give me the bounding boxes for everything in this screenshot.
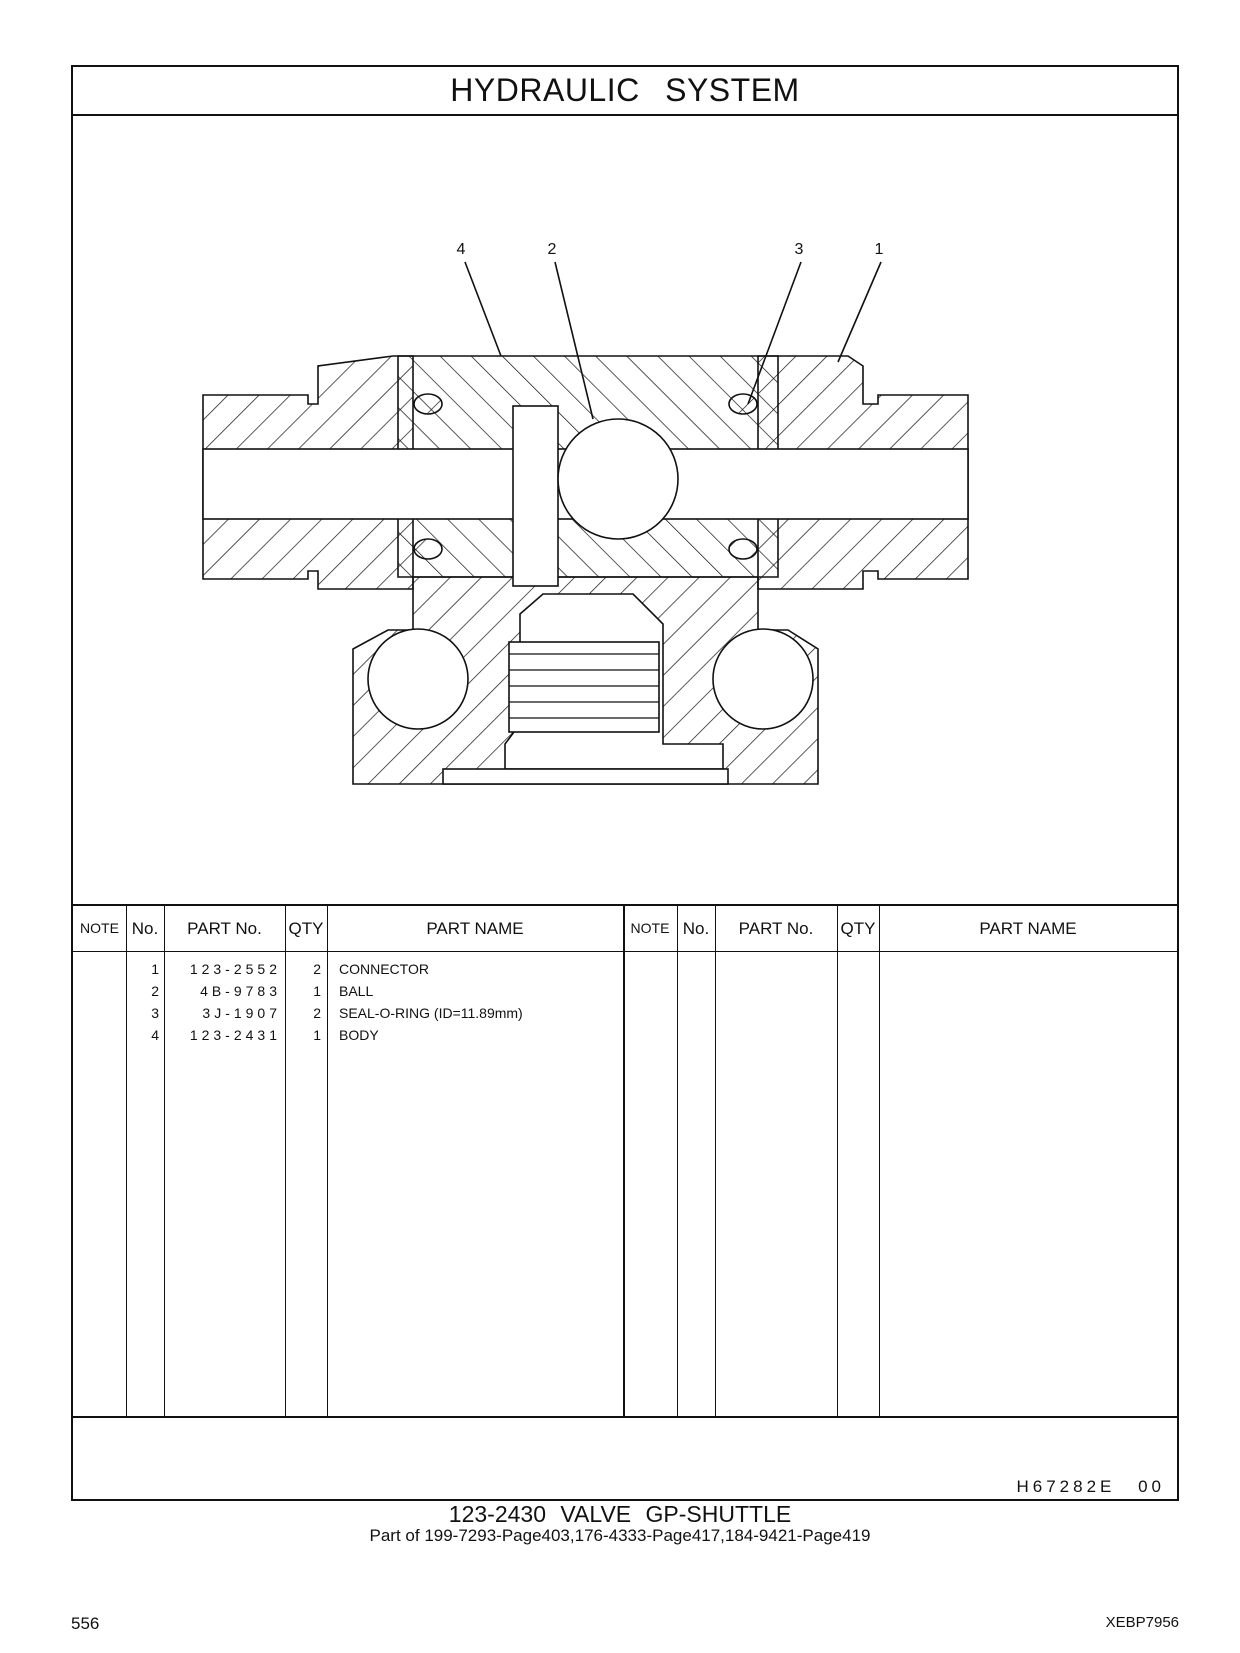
callout-3: 3 bbox=[794, 241, 804, 258]
exploded-parts-drawing bbox=[73, 114, 1177, 904]
parts-page-frame bbox=[71, 65, 1179, 1501]
col-part-name-2: PART NAME bbox=[979, 919, 1077, 938]
row-part-name: SEAL-O-RING (ID=11.89mm) bbox=[339, 1005, 523, 1021]
row-no: 2 bbox=[151, 983, 159, 999]
row-part-name: BODY bbox=[339, 1027, 379, 1043]
shuttle-ball bbox=[558, 419, 678, 539]
row-no: 3 bbox=[151, 1005, 159, 1021]
seal-right-bottom bbox=[729, 539, 757, 559]
row-qty: 2 bbox=[313, 1005, 321, 1021]
seal-right-top bbox=[729, 394, 757, 414]
row-part-no: 123-2552 bbox=[189, 961, 281, 977]
caption-title: 123-2430 VALVE GP-SHUTTLE bbox=[448, 1501, 792, 1527]
port-right bbox=[713, 629, 813, 729]
col-qty: QTY bbox=[288, 919, 324, 938]
row-part-name: CONNECTOR bbox=[339, 961, 429, 977]
page-title: HYDRAULIC SYSTEM bbox=[73, 67, 1177, 116]
col-part-no-2: PART No. bbox=[738, 919, 814, 938]
seal-left-bottom bbox=[414, 539, 442, 559]
port-left bbox=[368, 629, 468, 729]
document-id: XEBP7956 bbox=[1105, 1614, 1179, 1631]
callout-4: 4 bbox=[456, 241, 466, 258]
row-qty: 1 bbox=[313, 983, 321, 999]
row-part-no: 3J-1907 bbox=[202, 1005, 281, 1021]
drawing-code: H67282E 00 bbox=[1016, 1477, 1165, 1496]
col-part-no: PART No. bbox=[187, 919, 262, 938]
col-note-2: NOTE bbox=[630, 920, 670, 936]
col-qty-2: QTY bbox=[840, 919, 876, 938]
caption-subtitle: Part of 199-7293-Page403,176-4333-Page417,184-9421-Page419 bbox=[369, 1526, 871, 1545]
col-part-name: PART NAME bbox=[426, 919, 524, 938]
row-part-no: 4B-9783 bbox=[200, 983, 281, 999]
callout-2: 2 bbox=[547, 241, 557, 258]
row-part-name: BALL bbox=[339, 983, 374, 999]
row-no: 1 bbox=[151, 961, 159, 977]
col-no: No. bbox=[131, 919, 159, 938]
seal-left-top bbox=[414, 394, 442, 414]
parts-table bbox=[73, 904, 1177, 1418]
row-qty: 1 bbox=[313, 1027, 321, 1043]
callout-1: 1 bbox=[874, 241, 884, 258]
row-part-no: 123-2431 bbox=[189, 1027, 281, 1043]
row-qty: 2 bbox=[313, 961, 321, 977]
row-no: 4 bbox=[151, 1027, 159, 1043]
col-no-2: No. bbox=[682, 919, 710, 938]
col-note: NOTE bbox=[80, 920, 119, 936]
page-number: 556 bbox=[71, 1614, 100, 1633]
